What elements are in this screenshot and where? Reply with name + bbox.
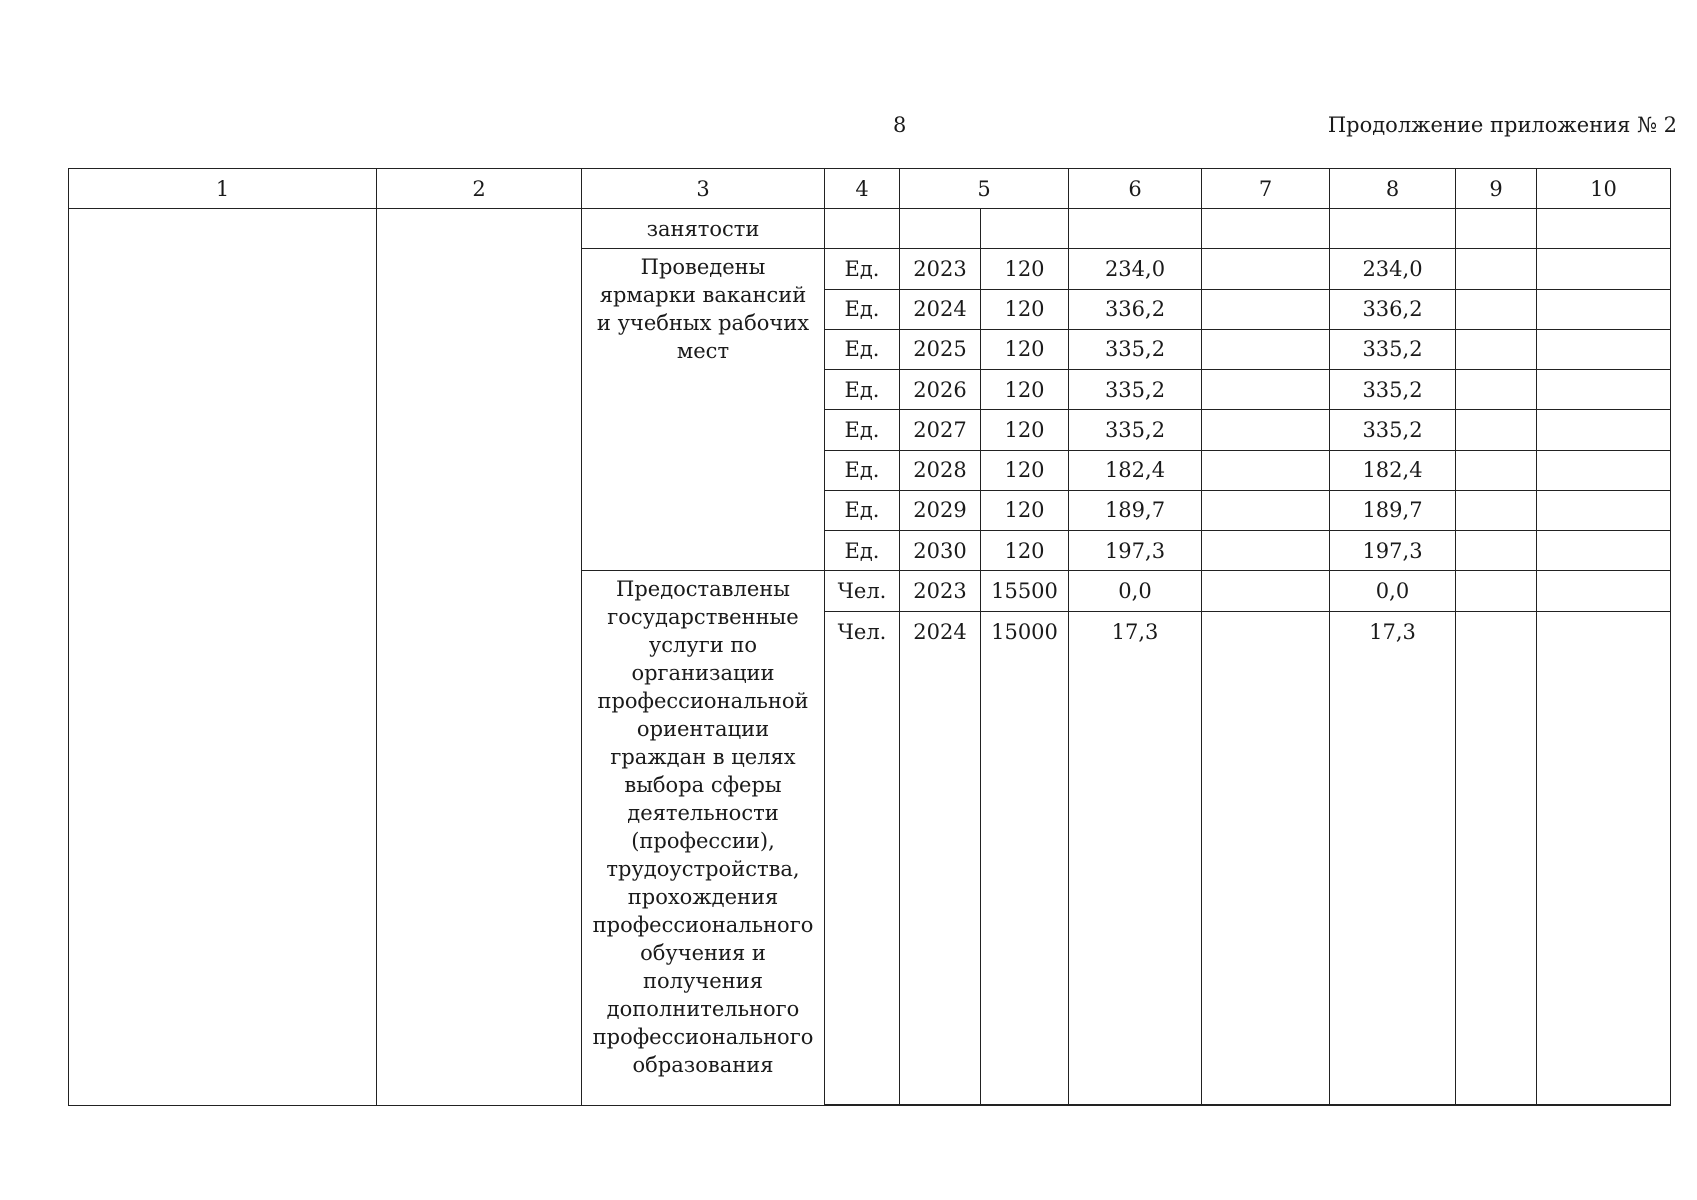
merged-cell-col1 bbox=[69, 209, 377, 1106]
year-cell: 2024 bbox=[900, 611, 981, 1104]
unit-cell: Ед. bbox=[825, 249, 900, 289]
target-cell: 15000 bbox=[981, 611, 1069, 1104]
table-row bbox=[69, 209, 1671, 249]
year-cell: 2024 bbox=[900, 289, 981, 329]
merged-cell-col2 bbox=[377, 209, 582, 1106]
value-col8-cell: 0,0 bbox=[1330, 571, 1456, 611]
col-header-3: 3 bbox=[582, 169, 825, 209]
year-cell: 2023 bbox=[900, 571, 981, 611]
target-cell: 120 bbox=[981, 531, 1069, 571]
value-col6-cell: 17,3 bbox=[1069, 611, 1202, 1104]
col-header-6: 6 bbox=[1069, 169, 1202, 209]
value-col6-cell: 335,2 bbox=[1069, 410, 1202, 450]
column-number-row bbox=[69, 169, 1671, 209]
value-col8-cell: 335,2 bbox=[1330, 329, 1456, 369]
unit-cell: Ед. bbox=[825, 450, 900, 490]
col-header-5: 5 bbox=[900, 169, 1069, 209]
unit-cell: Чел. bbox=[825, 611, 900, 1104]
unit-cell: Ед. bbox=[825, 289, 900, 329]
value-col8-cell: 335,2 bbox=[1330, 370, 1456, 410]
col-header-10: 10 bbox=[1537, 169, 1671, 209]
value-col8-cell: 182,4 bbox=[1330, 450, 1456, 490]
target-cell: 120 bbox=[981, 490, 1069, 530]
year-cell: 2025 bbox=[900, 329, 981, 369]
year-cell: 2026 bbox=[900, 370, 981, 410]
unit-cell: Ед. bbox=[825, 531, 900, 571]
year-cell: 2027 bbox=[900, 410, 981, 450]
col-header-9: 9 bbox=[1456, 169, 1537, 209]
value-col6-cell: 335,2 bbox=[1069, 329, 1202, 369]
value-col8-cell: 335,2 bbox=[1330, 410, 1456, 450]
appendix-continuation-note: Продолжение приложения № 2 bbox=[1327, 113, 1677, 137]
value-col6-cell: 189,7 bbox=[1069, 490, 1202, 530]
unit-cell: Чел. bbox=[825, 571, 900, 611]
value-col6-cell: 234,0 bbox=[1069, 249, 1202, 289]
unit-cell: Ед. bbox=[825, 329, 900, 369]
value-col6-cell: 197,3 bbox=[1069, 531, 1202, 571]
value-col8-cell: 336,2 bbox=[1330, 289, 1456, 329]
col-header-7: 7 bbox=[1202, 169, 1330, 209]
year-cell: 2023 bbox=[900, 249, 981, 289]
target-cell: 120 bbox=[981, 450, 1069, 490]
value-col6-cell: 336,2 bbox=[1069, 289, 1202, 329]
unit-cell: Ед. bbox=[825, 410, 900, 450]
indicator-description: Предоставлены государственные услуги по организации профессиональной ориентации граждан в целях выбора сферы деятельности (профессии), трудоустройства, прохождения профессионального обучения и получения дополнительного профессионального образования bbox=[582, 571, 825, 1106]
continued-description: занятости bbox=[582, 209, 825, 249]
value-col8-cell: 234,0 bbox=[1330, 249, 1456, 289]
target-cell: 120 bbox=[981, 249, 1069, 289]
unit-cell: Ед. bbox=[825, 490, 900, 530]
unit-cell: Ед. bbox=[825, 370, 900, 410]
target-cell: 120 bbox=[981, 370, 1069, 410]
col-header-4: 4 bbox=[825, 169, 900, 209]
col-header-8: 8 bbox=[1330, 169, 1456, 209]
value-col8-cell: 197,3 bbox=[1330, 531, 1456, 571]
indicator-description: Проведены ярмарки вакансий и учебных рабочих мест bbox=[582, 249, 825, 571]
target-cell: 120 bbox=[981, 329, 1069, 369]
year-cell: 2028 bbox=[900, 450, 981, 490]
value-col6-cell: 182,4 bbox=[1069, 450, 1202, 490]
data-table bbox=[68, 168, 1671, 1106]
value-col6-cell: 0,0 bbox=[1069, 571, 1202, 611]
target-cell: 15500 bbox=[981, 571, 1069, 611]
col-header-1: 1 bbox=[69, 169, 377, 209]
page-number: 8 bbox=[893, 113, 907, 137]
year-cell: 2029 bbox=[900, 490, 981, 530]
year-cell: 2030 bbox=[900, 531, 981, 571]
value-col8-cell: 189,7 bbox=[1330, 490, 1456, 530]
value-col8-cell: 17,3 bbox=[1330, 611, 1456, 1104]
target-cell: 120 bbox=[981, 410, 1069, 450]
value-col6-cell: 335,2 bbox=[1069, 370, 1202, 410]
col-header-2: 2 bbox=[377, 169, 582, 209]
target-cell: 120 bbox=[981, 289, 1069, 329]
